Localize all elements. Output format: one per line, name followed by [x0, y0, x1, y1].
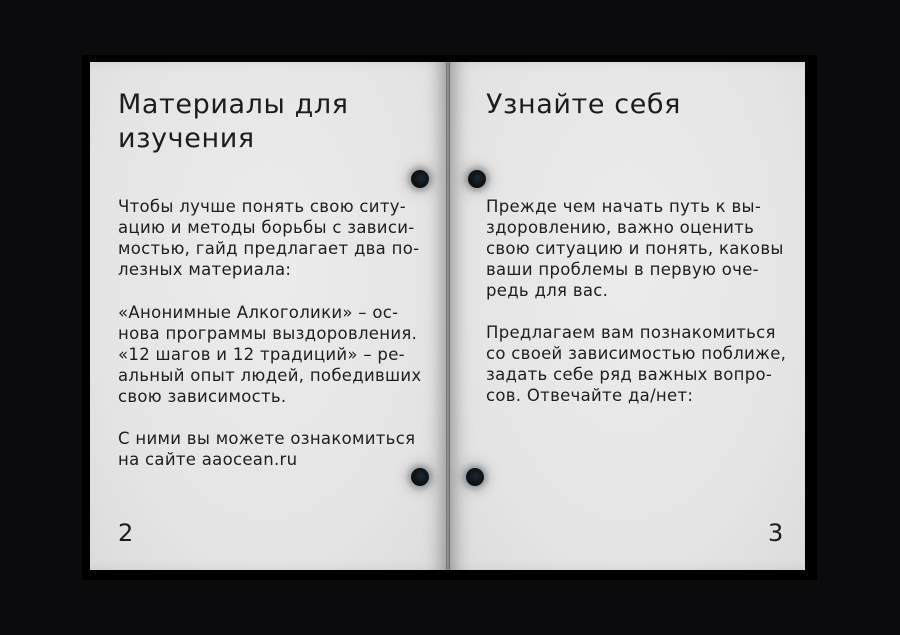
left-page-number: 2 — [118, 519, 134, 547]
left-page-title: Материалы для изучения — [118, 89, 349, 154]
left-page — [90, 62, 446, 570]
left-paragraph-intro: Чтобы лучше понять свою ситу- ацию и методы борьбы с зависи- мостью, гайд предлагает два по- лезных материала: — [118, 197, 420, 279]
binding-hole-right-top — [468, 170, 486, 188]
binding-hole-left-bottom — [411, 468, 429, 486]
right-paragraph-questions: Предлагаем вам познакомиться со своей зависимостью поближе, задать себе ряд важных вопро- сов. Отвечайте да/нет: — [486, 323, 787, 405]
right-page-title: Узнайте себя — [486, 89, 682, 120]
left-paragraph-website: С ними вы можете ознакомиться на сайте aaocean.ru — [118, 429, 416, 469]
right-page — [450, 62, 805, 570]
right-page-number: 3 — [768, 519, 784, 547]
binding-hole-right-bottom — [466, 468, 484, 486]
book-spine — [446, 62, 450, 570]
binding-hole-left-top — [411, 170, 429, 188]
right-paragraph-intro: Прежде чем начать путь к вы- здоровлению, важно оценить свою ситуацию и понять, каковы ваши проблемы в первую оче- редь для вас. — [486, 197, 784, 300]
left-paragraph-materials: «Анонимные Алкоголики» – ос- нова программы выздоровления. «12 шагов и 12 традиций» – ре- альный опыт людей, победивших свою зависимость. — [118, 303, 422, 406]
